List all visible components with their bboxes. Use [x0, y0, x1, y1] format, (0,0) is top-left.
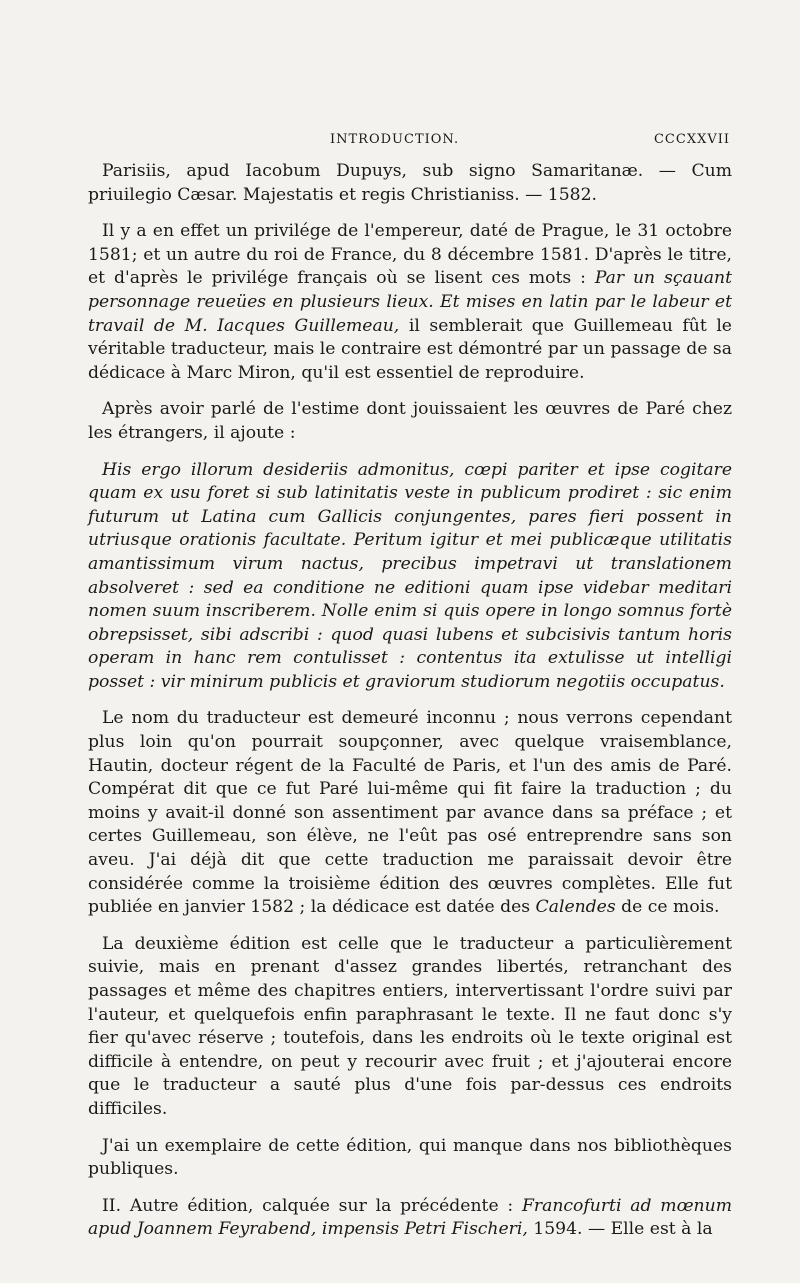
italic-word: Calendes	[535, 897, 616, 918]
running-title: INTRODUCTION.	[330, 132, 460, 147]
text-run: 1594. — Elle est à la	[527, 1219, 713, 1240]
paragraph-title-imprint: Parisiis, apud Iacobum Dupuys, sub signo Samaritanæ. — Cum priuilegio Cæsar. Majestatis et regis Christianiss. — 1582.	[88, 161, 732, 205]
italic-quote: Par un sçauant personnage reueües en plusieurs lieux. Et mises en latin par le labeur et travail de M. Iacques Guillemeau,	[88, 268, 733, 336]
text-run: Le nom du traducteur est demeuré inconnu ; nous verrons cependant plus loin qu'on pourrait soupçonner, avec quelque vraisemblance, Hautin, docteur régent de la Faculté de Paris, et l'un des amis de Paré. Compérat dit que ce fut Paré lui-même qui fit faire la traduction ; du moins y avait-il donné son assentiment par avance dans sa préface ; et certes Guillemeau, son élève, ne l'eût pas osé entreprendre sans son aveu. J'ai déjà dit que cette traduction me paraissait devoir être considérée comme la troisième édition des œuvres complètes. Elle fut publiée en janvier 1582 ; la dédicace est datée des	[88, 708, 732, 918]
paragraph-translator	[88, 707, 732, 919]
italic-imprint: Francofurti ad mœnum apud Joannem Feyrabend, impensis Petri Fischeri,	[88, 1195, 732, 1240]
paragraph-privilege	[88, 220, 732, 385]
paragraph-intro-quote: Après avoir parlé de l'estime dont jouissaient les œuvres de Paré chez les étrangers, il ajoute :	[88, 399, 732, 443]
text-run: II. Autre édition, calquée sur la précédente :	[102, 1195, 522, 1216]
paragraph-second-edition: La deuxième édition est celle que le traducteur a particulièrement suivie, mais en prenant d'assez grandes libertés, retranchant des passages et même des chapitres entiers, intervertissant l'ordre suivi par l'auteur, et quelquefois enfin paraphrasant le texte. Il ne faut donc s'y fier qu'avec réserve ; toutefois, dans les endroits où le texte original est difficile à entendre, on peut y recourir avec fruit ; et j'ajouterai encore que le traducteur a sauté plus d'une fois par-dessus ces endroits difficiles.	[88, 933, 732, 1119]
latin-quotation: His ergo illorum desideriis admonitus, cœpi pariter et ipse cogitare quam ex usu foret si sub latinitatis veste in publicum prodiret : sic enim futurum ut Latina cum Gallicis conjungentes, pares fieri possent in utriusque orationis facultate. Peritum igitur et mei publicæque utilitatis amantissimum virum nactus, precibus impetravi ut translationem absolveret : sed ea conditione ne editioni quam ipse videbar meditari nomen suum inscriberem. Nolle enim si quis opere in longo somnus fortè obrepsisset, sibi adscribi : quod quasi lubens et subcisivis tantum horis operam in hanc rem contulisset : contentus ita extulisse ut intelligi posset : vir minirum publicis et graviorum studiorum negotiis occupatus.	[88, 459, 732, 692]
text-run: il semblerait que Guillemeau fût le véritable traducteur, mais le contraire est démontré par un passage de sa dédicace à Marc Miron, qu'il est essentiel de reproduire.	[88, 315, 732, 383]
body-text	[88, 160, 732, 1255]
page-number: CCCXXVII	[653, 132, 730, 147]
text-run: de ce mois.	[615, 897, 720, 918]
paragraph-copy-note: J'ai un exemplaire de cette édition, qui manque dans nos bibliothèques publiques.	[88, 1135, 732, 1180]
paragraph-other-edition	[88, 1195, 732, 1242]
text-run: Il y a en effet un privilége de l'empereur, daté de Prague, le 31 octobre 1581; et un autre du roi de France, du 8 décembre 1581. D'après le titre, et d'après le privilége français où se lisent ces mots :	[88, 221, 732, 289]
